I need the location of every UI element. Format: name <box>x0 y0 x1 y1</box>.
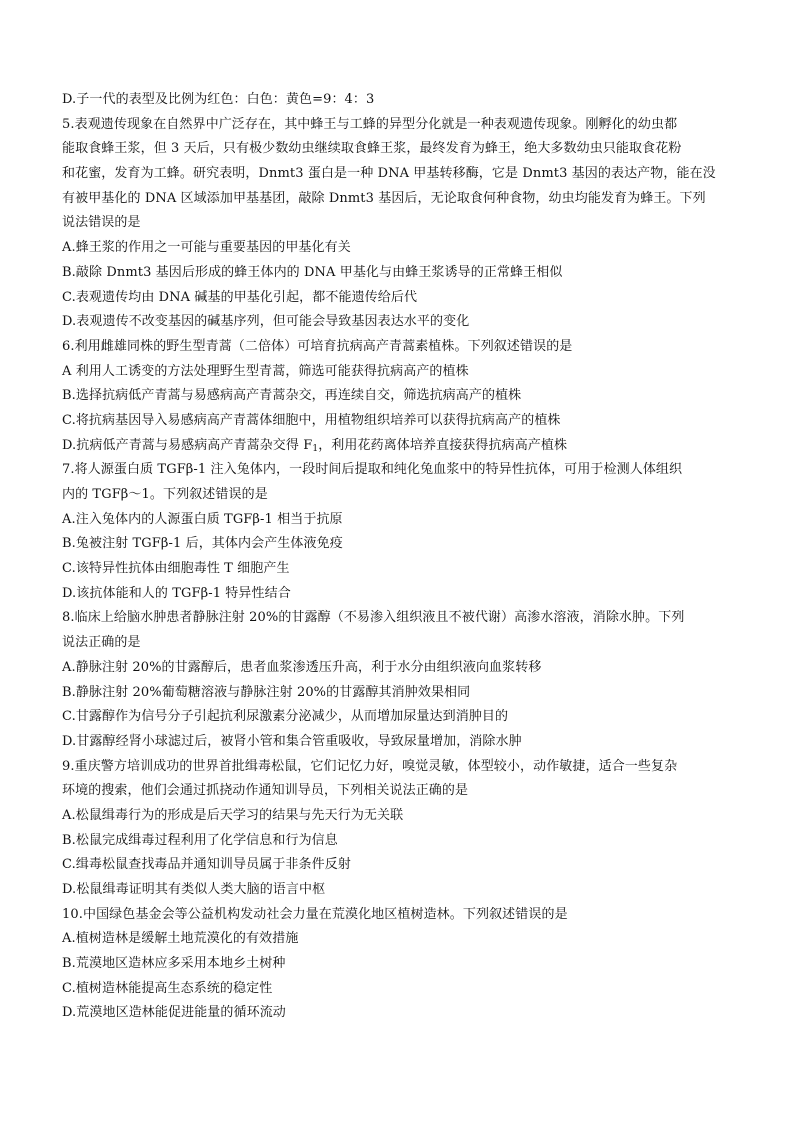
question-8-stem: 8.临床上给脑水肿患者静脉注射 20%的甘露醇（不易渗入组织液且不被代谢）高渗水溶液，消除水肿。下列 <box>62 610 685 626</box>
option-d-q8: D.甘露醇经肾小球滤过后，被肾小管和集合管重吸收，导致尿量增加，消除水肿 <box>62 733 522 749</box>
option-d-q10: D.荒漠地区造林能促进能量的循环流动 <box>62 1005 286 1021</box>
option-b-q10: B.荒漠地区造林应多采用本地乡土树种 <box>62 956 286 972</box>
question-7-stem: 7.将人源蛋白质 TGFβ-1 注入兔体内，一段时间后提取和纯化兔血浆中的特异性抗体，可用于检测人体组织 <box>62 462 683 478</box>
option-d-q9: D.松鼠缉毒证明其有类似人类大脑的语言中枢 <box>62 882 326 897</box>
option-b-q8: B.静脉注射 20%葡萄糖溶液与静脉注射 20%的甘露醇其消肿效果相同 <box>62 684 471 700</box>
question-10-stem: 10.中国绿色基金会等公益机构发动社会力量在荒漠化地区植树造林。下列叙述错误的是 <box>62 906 568 922</box>
option-b-q5: B.敲除 Dnmt3 基因后形成的蜂王体内的 DNA 甲基化与由蜂王浆诱导的正常蜂王相似 <box>62 264 563 280</box>
option-b-q7: B.兔被注射 TGFβ-1 后，其体内会产生体液免疫 <box>62 536 343 552</box>
option-d-q6 <box>62 434 742 459</box>
question-5-stem: 有被甲基化的 DNA 区域添加甲基基团，敲除 Dnmt3 基因后，无论取食何种食物，幼虫均能发育为蜂王。下列 <box>62 190 706 206</box>
option-c-q6: C.将抗病基因导入易感病高产青蒿体细胞中，用植物组织培养可以获得抗病高产的植株 <box>62 412 561 428</box>
question-5-stem: 和花蜜，发育为工蜂。研究表明，Dnmt3 蛋白是一种 DNA 甲基转移酶，它是 Dnmt3 基因的表达产物，能在没 <box>62 166 716 182</box>
option-c-q8: C.甘露醇作为信号分子引起抗利尿激素分泌减少，从而增加尿量达到消肿目的 <box>62 709 509 725</box>
document-page <box>62 88 742 1026</box>
option-b-q9: B.松鼠完成缉毒过程利用了化学信息和行为信息 <box>62 832 338 848</box>
option-a-q8: A.静脉注射 20%的甘露醇后，患者血浆渗透压升高，利于水分由组织液向血浆转移 <box>62 659 542 675</box>
option-a-q6: A 利用人工诱变的方法处理野生型青蒿，筛选可能获得抗病高产的植株 <box>62 363 469 379</box>
option-a-q7: A.注入兔体内的人源蛋白质 TGFβ-1 相当于抗原 <box>62 511 343 527</box>
option-b-q6: B.选择抗病低产青蒿与易感病高产青蒿杂交，再连续自交，筛选抗病高产的植株 <box>62 388 522 404</box>
option-a-q9: A.松鼠缉毒行为的形成是后天学习的结果与先天行为无关联 <box>62 807 404 823</box>
question-5-stem: 5.表观遗传现象在自然界中广泛存在，其中蜂王与工蜂的异型分化就是一种表观遗传现象。刚孵化的幼虫都 <box>62 116 678 132</box>
option-c-q10: C.植树造林能提高生态系统的稳定性 <box>62 980 273 996</box>
option-d-q6-head: D.抗病低产青蒿与易感病高产青蒿杂交得 F <box>62 437 313 453</box>
option-c-q5: C.表观遗传均由 DNA 碱基的甲基化引起，都不能遗传给后代 <box>62 289 418 305</box>
option-d-q7: D.该抗体能和人的 TGFβ-1 特异性结合 <box>62 585 291 601</box>
question-9-stem: 9.重庆警方培训成功的世界首批缉毒松鼠，它们记忆力好，嗅觉灵敏，体型较小，动作敏捷，适合一些复杂 <box>62 758 678 774</box>
option-d-q5: D.表观遗传不改变基因的碱基序列，但可能会导致基因表达水平的变化 <box>62 314 470 330</box>
question-7-stem: 内的 TGFβ～1。下列叙述错误的是 <box>62 487 268 502</box>
question-9-stem: 环境的搜索，他们会通过抓挠动作通知训导员，下列相关说法正确的是 <box>62 783 469 799</box>
option-d-q6-tail: ，利用花药离体培养直接获得抗病高产植株 <box>318 437 568 453</box>
question-6-stem: 6.利用雌雄同株的野生型青蒿（二倍体）可培育抗病高产青蒿素植株。下列叙述错误的是 <box>62 338 573 354</box>
option-c-q7: C.该特异性抗体由细胞毒性 T 细胞产生 <box>62 561 290 577</box>
question-8-stem: 说法正确的是 <box>62 635 141 651</box>
option-c-q9: C.缉毒松鼠查找毒品并通知训导员属于非条件反射 <box>62 857 351 873</box>
option-d-q4: D.子一代的表型及比例为红色：白色：黄色=9：4：3 <box>62 92 375 107</box>
question-5-stem: 能取食蜂王浆，但 3 天后，只有极少数幼虫继续取食蜂王浆，最终发育为蜂王，绝大多数幼虫只能取食花粉 <box>62 141 682 157</box>
subscript-1: 1 <box>312 443 319 454</box>
option-a-q5: A.蜂王浆的作用之一可能与重要基因的甲基化有关 <box>62 240 351 256</box>
question-5-stem: 说法错误的是 <box>62 215 141 231</box>
option-a-q10: A.植树造林是缓解土地荒漠化的有效措施 <box>62 931 299 947</box>
